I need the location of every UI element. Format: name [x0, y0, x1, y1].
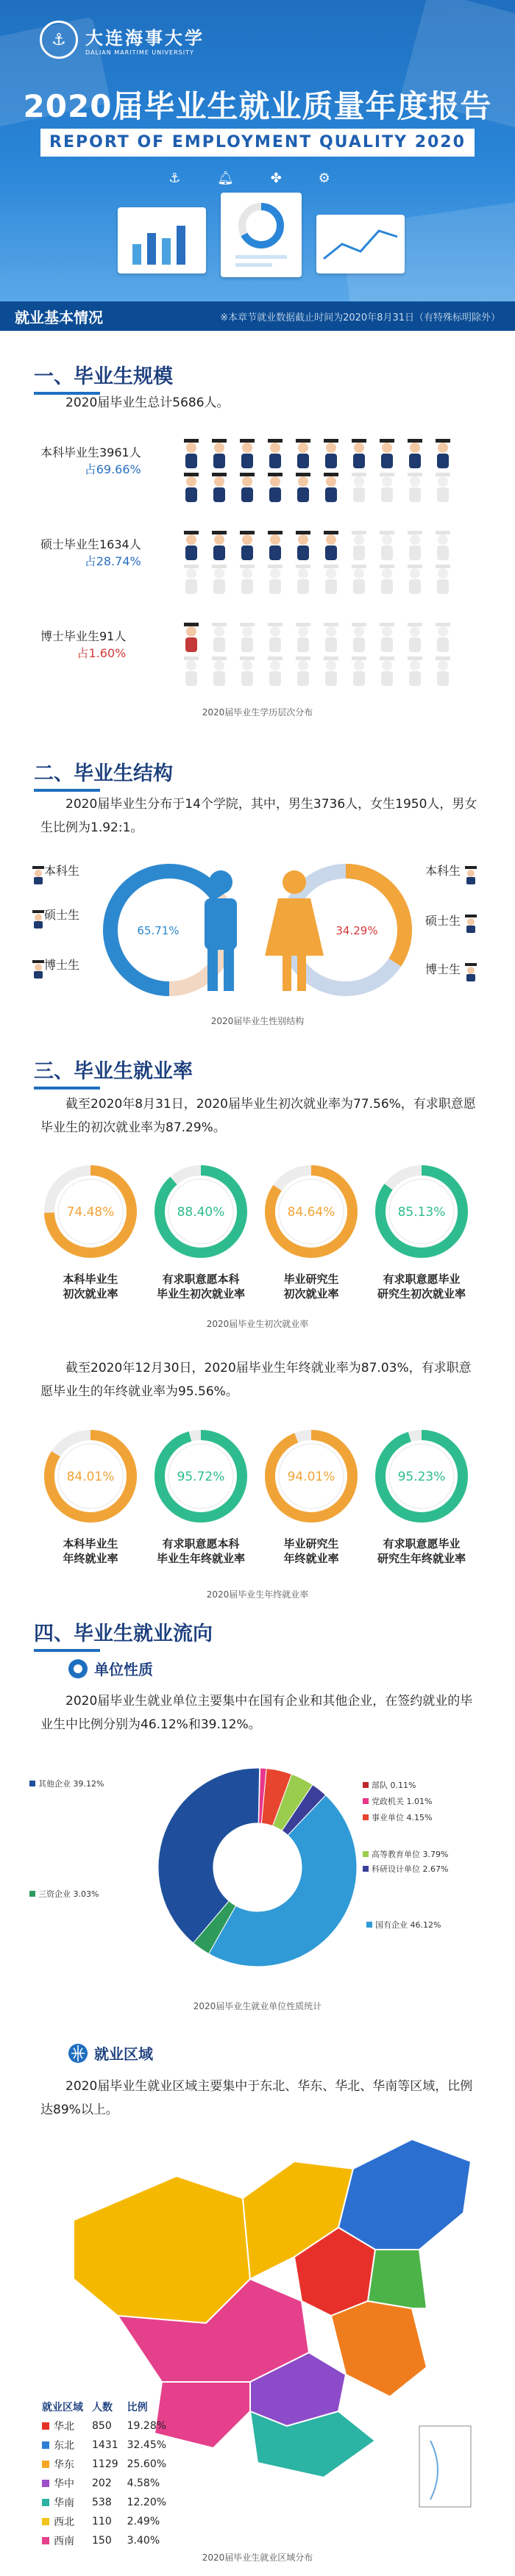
person-icon [266, 563, 284, 595]
pie-label: 事业单位 4.15% [372, 1813, 433, 1822]
region-swatch [42, 2480, 49, 2487]
cell-text: 3.40% [127, 2535, 160, 2547]
cell-text: 4.58% [127, 2477, 160, 2489]
pie-label: 三资企业 3.03% [38, 1889, 99, 1899]
rate-ring [372, 1162, 472, 1301]
person-icon [294, 471, 312, 504]
ring-label [261, 1272, 361, 1301]
pie-label: 部队 0.11% [372, 1781, 416, 1790]
subheading-nature [68, 1658, 153, 1679]
person-icon [210, 563, 228, 595]
ring-label [40, 1272, 141, 1301]
female-body [265, 898, 324, 956]
legend-swatch [29, 1781, 35, 1786]
person-icon [210, 621, 228, 654]
cell-text: 华中 [54, 2478, 74, 2490]
person-icon [182, 437, 200, 470]
cap-shape [465, 866, 477, 869]
region-table-body [42, 2417, 174, 2550]
graduate-group-label [40, 535, 141, 569]
ring-value: 94.01% [287, 1470, 335, 1484]
region-text: 2020届毕业生就业区域主要集中于东北、华东、华北、华南等区域，比例达89%以上。 [40, 2079, 473, 2117]
person-icon [266, 529, 284, 562]
ring-label [151, 1272, 251, 1301]
report-subtitle: REPORT OF EMPLOYMENT QUALITY 2020 [40, 129, 475, 157]
gown-shape [34, 877, 43, 884]
person-icon [294, 655, 312, 687]
anchor-icon: ⚓ [168, 171, 197, 186]
section-heading-scale [34, 360, 173, 395]
rate-ring [40, 1162, 141, 1301]
ring-label-line: 毕业研究生 [283, 1537, 339, 1550]
ring-value: 85.13% [397, 1205, 446, 1220]
region-ratio-cell [127, 2475, 174, 2492]
region-swatch [42, 2499, 49, 2506]
ring-label-line: 年终就业率 [283, 1552, 339, 1565]
nature-text: 2020届毕业生就业单位主要集中在国有企业和其他企业，在签约就业的毕业生中比例分别为46.12%和39.12%。 [40, 1694, 473, 1732]
ring-label-line: 毕业研究生 [283, 1273, 339, 1286]
scale-caption: 2020届毕业生学历层次分布 [202, 707, 313, 718]
person-icon [350, 437, 368, 470]
legend-swatch [363, 1851, 369, 1857]
subheading-nature-text: 单位性质 [94, 1661, 153, 1678]
cell-text: 西北 [54, 2516, 74, 2528]
region-count-cell [92, 2513, 126, 2530]
male-leg [224, 947, 234, 991]
region-name-cell [42, 2475, 90, 2492]
map-region [250, 2411, 375, 2477]
legend-swatch [363, 1814, 369, 1820]
ring-label-line: 本科毕业生 [63, 1273, 118, 1286]
graduate-icon [465, 866, 477, 884]
heading-underline [34, 1087, 100, 1090]
person-icon [182, 563, 200, 595]
rate-ring [261, 1162, 361, 1301]
person-icon [350, 471, 368, 504]
ring-label [40, 1536, 141, 1566]
header-banner [0, 0, 515, 301]
female-donut-arc [346, 871, 405, 962]
person-icon [322, 529, 340, 562]
structure-text: 2020届毕业生分布于14个学院，其中，男生3736人，女生1950人，男女生比例为1.92:1。 [40, 797, 477, 835]
person-icon [266, 471, 284, 504]
circle-marker-icon [68, 1659, 88, 1679]
person-icon [406, 621, 424, 654]
table-row [42, 2455, 174, 2473]
line-card-illustration [316, 215, 405, 273]
head-shape [35, 870, 42, 877]
ring-label-line: 本科毕业生 [63, 1537, 118, 1550]
scale-total-text: 2020届毕业生总计5686人。 [65, 396, 230, 410]
cell-text: 538 [92, 2497, 112, 2508]
person-icon [350, 655, 368, 687]
cell-text: 华南 [54, 2497, 74, 2509]
cell-text: 华东 [54, 2459, 74, 2471]
rate-caption-first: 2020届毕业生初次就业率 [206, 1319, 309, 1329]
person-icon [210, 437, 228, 470]
head-shape [467, 967, 475, 974]
person-icon [182, 655, 200, 687]
head-shape [35, 914, 42, 921]
ring-label-line: 有求职意愿毕业 [383, 1273, 461, 1286]
legend-swatch [366, 1922, 372, 1928]
group-percent: 占28.74% [84, 554, 141, 568]
ring-label-line: 有求职意愿本科 [162, 1537, 240, 1550]
person-icon [378, 529, 396, 562]
section-heading-text: 三、毕业生就业率 [34, 1060, 193, 1083]
person-icon [322, 563, 340, 595]
ring-value: 84.64% [287, 1205, 335, 1220]
person-icon [322, 621, 340, 654]
legend-swatch [363, 1866, 369, 1872]
table-row [42, 2417, 174, 2435]
person-icon [210, 529, 228, 562]
person-icon [350, 529, 368, 562]
section-heading-text: 四、毕业生就业流向 [34, 1622, 213, 1645]
cell-text: 华北 [54, 2421, 74, 2433]
person-icon [266, 655, 284, 687]
head-shape [35, 964, 42, 971]
table-row [42, 2513, 174, 2530]
ring-label [151, 1536, 251, 1566]
region-ratio-cell [127, 2513, 174, 2530]
rate-ring [261, 1426, 361, 1566]
table-row [42, 2532, 174, 2550]
subheading-region [68, 2042, 153, 2064]
region-count-cell [92, 2494, 126, 2511]
person-icon [350, 621, 368, 654]
region-name-cell [42, 2532, 90, 2550]
map-region [331, 2301, 427, 2397]
cap-shape [32, 910, 44, 913]
person-icon [434, 621, 452, 654]
graduate-icon [32, 910, 44, 929]
ring-label-line: 初次就业率 [283, 1287, 339, 1300]
university-logo [40, 21, 205, 59]
graduate-icon [465, 915, 477, 933]
person-icon [294, 621, 312, 654]
region-ratio-cell [127, 2436, 174, 2454]
person-icon [210, 655, 228, 687]
person-icon [294, 563, 312, 595]
rate-ring-graphic [372, 1426, 472, 1526]
ring-label-line: 初次就业率 [63, 1287, 118, 1300]
document-illustration [221, 193, 302, 277]
region-swatch [42, 2422, 49, 2430]
region-count-cell [92, 2436, 126, 2454]
south-sea-inset [419, 2426, 471, 2507]
male-body [205, 898, 237, 950]
person-icon [350, 563, 368, 595]
pie-label: 其他企业 39.12% [38, 1779, 104, 1789]
pie-label: 党政机关 1.01% [372, 1797, 433, 1806]
gown-shape [466, 926, 475, 933]
region-col-header: 就业区域 [42, 2402, 83, 2414]
rate-ring-graphic [261, 1426, 361, 1526]
cell-text: 东北 [54, 2440, 74, 2452]
rate-ring-graphic [372, 1162, 472, 1262]
strip-note: ※本章节就业数据截止时间为2020年8月31日（有特殊标明除外） [220, 312, 500, 323]
person-icon [434, 529, 452, 562]
cell-text: 西南 [54, 2536, 74, 2547]
rate-ring [372, 1426, 472, 1566]
group-label-text: 博士毕业生91人 [40, 629, 127, 643]
legend-swatch [363, 1798, 369, 1804]
group-label-text: 硕士毕业生1634人 [40, 537, 141, 551]
cell-text: 25.60% [127, 2458, 167, 2470]
graduate-group-label [40, 627, 126, 661]
group-label-text: 本科毕业生3961人 [40, 446, 141, 459]
ring-value: 74.48% [66, 1205, 115, 1220]
male-leg [207, 947, 218, 991]
region-swatch [42, 2537, 49, 2544]
ring-value: 95.72% [177, 1470, 225, 1484]
ring-value: 84.01% [66, 1470, 115, 1484]
pie-label: 科研设计单位 2.67% [372, 1864, 449, 1874]
ring-label-line: 研究生初次就业率 [377, 1287, 466, 1300]
left-label-undergrad: 本科生 [44, 864, 80, 878]
university-seal-icon: ⚓ [40, 21, 78, 59]
table-row [42, 2475, 174, 2492]
person-icon [406, 655, 424, 687]
left-label-doctor: 博士生 [44, 958, 80, 972]
nature-caption: 2020届毕业生就业单位性质统计 [193, 2001, 322, 2011]
person-icon [238, 621, 256, 654]
rate-ring-graphic [40, 1426, 141, 1526]
section-strip [0, 301, 515, 331]
person-icon [406, 437, 424, 470]
rate-text-final: 截至2020年12月30日，2020届毕业生年终就业率为87.03%，有求职意愿毕业生的年终就业率为95.56%。 [40, 1361, 472, 1399]
rate-ring-graphic [151, 1426, 251, 1526]
person-icon [434, 471, 452, 504]
count-col-header: 人数 [92, 2402, 113, 2414]
male-head [209, 870, 232, 894]
region-swatch [42, 2461, 49, 2468]
person-icon [434, 563, 452, 595]
gown-shape [466, 974, 475, 981]
ring-value: 88.40% [177, 1205, 225, 1220]
region-count-cell [92, 2475, 126, 2492]
person-icon [238, 529, 256, 562]
person-icon [322, 437, 340, 470]
group-percent: 占1.60% [77, 646, 127, 660]
cap-shape [32, 960, 44, 963]
cell-text: 32.45% [127, 2439, 167, 2451]
person-icon [238, 655, 256, 687]
ring-label-line: 毕业生年终就业率 [156, 1552, 245, 1565]
section-heading-flow [34, 1617, 213, 1652]
person-icon [406, 529, 424, 562]
person-icon [182, 529, 200, 562]
region-swatch [42, 2518, 49, 2525]
pie-label: 国有企业 46.12% [375, 1920, 441, 1930]
section-heading-rate [34, 1055, 193, 1090]
head-shape [467, 918, 475, 926]
region-swatch [42, 2441, 49, 2449]
cell-text: 1431 [92, 2439, 118, 2451]
ratio-col-header: 比例 [127, 2402, 148, 2414]
person-icon [322, 471, 340, 504]
strip-label: 就业基本情况 [15, 308, 103, 326]
structure-caption: 2020届毕业生性别结构 [210, 1016, 305, 1026]
person-icon [210, 471, 228, 504]
gear-icon: ⚙ [318, 171, 347, 186]
region-ratio-cell [127, 2455, 174, 2473]
cap-shape [465, 915, 477, 917]
region-ratio-cell [127, 2417, 174, 2435]
graduate-icon [465, 963, 477, 981]
head-shape [467, 870, 475, 877]
female-percent-label: 34.29% [335, 924, 378, 937]
cell-text: 2.49% [127, 2516, 160, 2527]
university-name-en: DALIAN MARITIME UNIVERSITY [85, 49, 194, 56]
person-icon [238, 437, 256, 470]
region-caption: 2020届毕业生就业区域分布 [202, 2552, 313, 2563]
rate-ring [40, 1426, 141, 1566]
propeller-icon: ✤ [270, 171, 298, 186]
rate-ring-graphic [261, 1162, 361, 1262]
rate-ring [151, 1426, 251, 1566]
region-ratio-cell [127, 2532, 174, 2550]
person-icon [238, 563, 256, 595]
person-icon [378, 437, 396, 470]
cell-text: 19.28% [127, 2420, 167, 2432]
ring-label [372, 1536, 472, 1566]
graduate-icon [32, 960, 44, 978]
left-label-master: 硕士生 [44, 908, 80, 922]
ring-label [261, 1536, 361, 1566]
ring-label-line: 年终就业率 [63, 1552, 118, 1565]
region-table-header [42, 2398, 174, 2416]
rate-caption-final: 2020届毕业生年终就业率 [206, 1589, 309, 1600]
region-ratio-cell [127, 2494, 174, 2511]
ring-label-line: 有求职意愿本科 [162, 1273, 240, 1286]
person-icon [406, 563, 424, 595]
group-percent: 占69.66% [84, 462, 141, 476]
table-row [42, 2494, 174, 2511]
rate-ring [151, 1162, 251, 1301]
section-heading-text: 二、毕业生结构 [34, 762, 173, 785]
cell-text: 850 [92, 2420, 112, 2432]
heading-underline [34, 1649, 100, 1652]
region-name-cell [42, 2417, 90, 2435]
cell-text: 12.20% [127, 2497, 167, 2508]
person-icon [378, 621, 396, 654]
unit-nature-pie-chart [0, 1757, 515, 1978]
subheading-region-text: 就业区域 [94, 2045, 153, 2063]
ring-label-line: 研究生年终就业率 [377, 1552, 466, 1565]
banner-illustration [118, 193, 405, 281]
person-icon [378, 563, 396, 595]
person-icon [434, 655, 452, 687]
ring-label-line: 有求职意愿毕业 [383, 1537, 461, 1550]
person-icon [294, 529, 312, 562]
gown-shape [34, 971, 43, 978]
graduate-icon [32, 866, 44, 884]
region-name-cell [42, 2513, 90, 2530]
gown-shape [466, 877, 475, 884]
person-icon [238, 471, 256, 504]
legend-swatch [363, 1782, 369, 1788]
person-icon [182, 471, 200, 504]
rate-text-first: 截至2020年8月31日，2020届毕业生初次就业率为77.56%，有求职意愿毕业生的初次就业率为87.29%。 [40, 1097, 476, 1135]
map-region [338, 2139, 471, 2250]
university-name-cn: 大连海事大学 [85, 27, 205, 49]
bar-chart-illustration [118, 207, 206, 273]
right-label-master: 硕士生 [425, 914, 461, 928]
cell-text: 202 [92, 2477, 112, 2489]
map-region [74, 2176, 250, 2323]
person-icon [378, 655, 396, 687]
cap-shape [465, 963, 477, 966]
chart-card-illustration [118, 207, 206, 273]
section-heading-structure [34, 757, 173, 792]
ring-label-line: 毕业生初次就业率 [156, 1287, 245, 1300]
female-head [283, 870, 306, 894]
graduate-group-label [40, 443, 141, 477]
cap-shape [32, 866, 44, 869]
region-table [40, 2397, 175, 2551]
map-region [368, 2250, 427, 2308]
male-percent-label: 65.71% [137, 924, 180, 937]
cell-text: 110 [92, 2516, 112, 2527]
line-chart-illustration [316, 215, 405, 273]
gown-shape [34, 921, 43, 929]
region-count-cell [92, 2455, 126, 2473]
cell-text: 1129 [92, 2458, 118, 2470]
ring-value: 95.23% [397, 1470, 446, 1484]
region-count-cell [92, 2417, 126, 2435]
donut-illustration [221, 193, 302, 277]
banner-icons [0, 171, 515, 186]
person-icon [434, 437, 452, 470]
person-icon [406, 471, 424, 504]
section-heading-text: 一、毕业生规模 [34, 365, 173, 388]
female-leg [297, 954, 306, 991]
right-label-doctor: 博士生 [425, 962, 461, 976]
globe-icon [68, 2043, 88, 2064]
person-icon [182, 621, 200, 654]
right-label-undergrad: 本科生 [425, 864, 461, 878]
person-icon [294, 437, 312, 470]
female-leg [283, 954, 291, 991]
ring-label [372, 1272, 472, 1301]
region-name-cell [42, 2494, 90, 2511]
heading-underline [34, 789, 100, 792]
person-icon [266, 437, 284, 470]
region-name-cell [42, 2436, 90, 2454]
table-row [42, 2436, 174, 2454]
person-icon [378, 471, 396, 504]
region-name-cell [42, 2455, 90, 2473]
report-title: 2020届毕业生就业质量年度报告 [23, 88, 492, 124]
rate-ring-graphic [151, 1162, 251, 1262]
pie-label: 高等教育单位 3.79% [372, 1850, 449, 1859]
rate-ring-graphic [40, 1162, 141, 1262]
person-icon [322, 655, 340, 687]
person-icon [266, 621, 284, 654]
cell-text: 150 [92, 2535, 112, 2547]
legend-swatch [29, 1891, 35, 1897]
bell-icon: 🔔︎ [217, 171, 251, 186]
region-count-cell [92, 2532, 126, 2550]
